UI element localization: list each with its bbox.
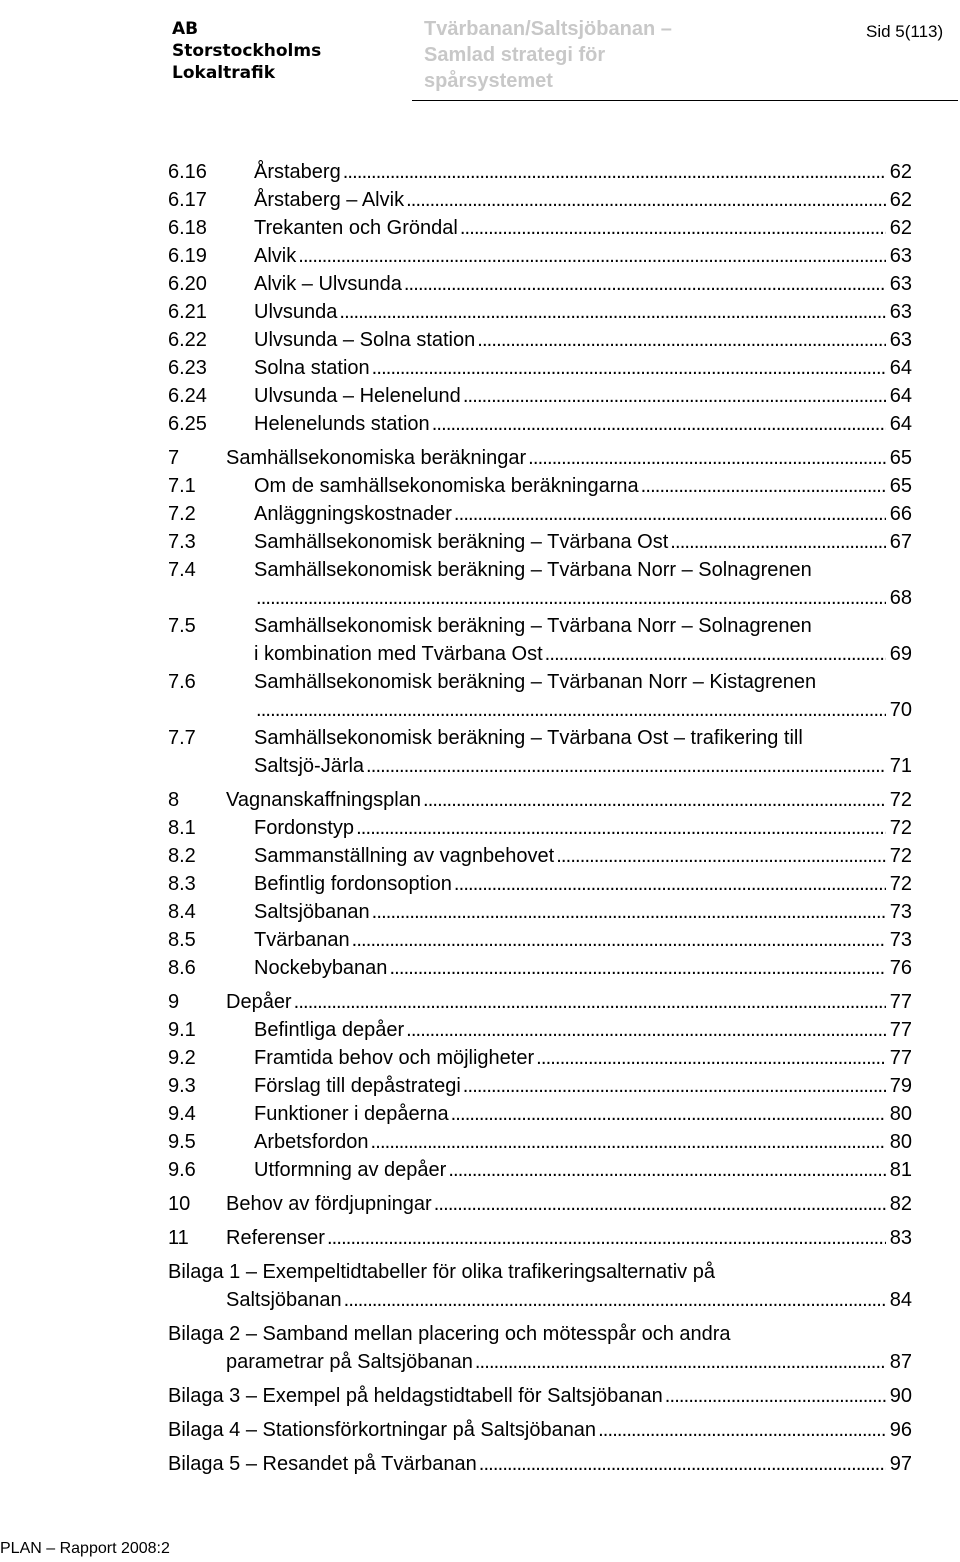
toc-entry[interactable] — [168, 354, 912, 382]
footer-report-id: PLAN – Rapport 2008:2 — [0, 1540, 170, 1557]
toc-leader-dots — [371, 1128, 886, 1156]
toc-page-number: 64 — [889, 385, 912, 407]
toc-page-number: 63 — [889, 301, 912, 323]
toc-entry-number: 9 — [168, 991, 180, 1013]
toc-entry-body — [254, 1100, 912, 1128]
toc-entry-title: Samhällsekonomisk beräkning – Tvärbana Norr – Solnagrenen — [254, 559, 812, 581]
toc-entry-body — [254, 1128, 912, 1156]
toc-entry[interactable] — [168, 954, 912, 982]
toc-entry-number: 6.23 — [168, 357, 207, 379]
toc-entry[interactable] — [168, 1320, 912, 1376]
toc-entry-body — [226, 786, 912, 814]
toc-page-number: 81 — [889, 1159, 912, 1181]
toc-entry-body — [226, 1190, 912, 1218]
toc-leader-dots — [556, 842, 886, 870]
toc-entry[interactable] — [168, 926, 912, 954]
toc-entry-title: Samhällsekonomisk beräkning – Tvärbana Ost — [254, 528, 670, 556]
toc-entry-body — [254, 500, 912, 528]
toc-page-number: 69 — [889, 643, 912, 665]
toc-entry-number: 10 — [168, 1193, 191, 1215]
toc-page-number: 97 — [889, 1453, 912, 1475]
toc-entry[interactable] — [168, 1258, 912, 1314]
toc-entry-line — [254, 158, 912, 186]
toc-entry-body — [254, 528, 912, 556]
toc-leader-dots — [432, 410, 886, 438]
toc-entry-title: Trekanten och Gröndal — [254, 214, 460, 242]
toc-entry-number: Bilaga 1 – Exempeltidtabeller för olika trafikeringsalternativ på — [168, 1261, 715, 1283]
toc-leader-dots — [327, 1224, 886, 1252]
toc-entry-line — [254, 270, 912, 298]
toc-entry-body — [254, 898, 912, 926]
toc-page-number: 77 — [889, 991, 912, 1013]
toc-page-number: 63 — [889, 245, 912, 267]
toc-entry-title: Alvik — [254, 242, 298, 270]
toc-leader-dots — [670, 528, 885, 556]
toc-entry-number: 7.7 — [168, 727, 196, 749]
toc-page-number: 90 — [889, 1385, 912, 1407]
toc-entry-line — [226, 988, 912, 1016]
org-line-1: AB — [172, 19, 199, 39]
toc-entry-number: 8.3 — [168, 873, 196, 895]
toc-leader-dots — [406, 1016, 886, 1044]
toc-entry[interactable] — [168, 270, 912, 298]
toc-entry[interactable] — [168, 1190, 912, 1218]
toc-entry-body — [226, 1348, 912, 1376]
toc-entry-title: Behov av fördjupningar — [226, 1190, 434, 1218]
toc-entry-line — [254, 752, 912, 780]
toc-entry[interactable] — [168, 158, 912, 186]
toc-leader-dots — [344, 1286, 886, 1314]
toc-entry-number: 8.2 — [168, 845, 196, 867]
toc-entry[interactable] — [168, 410, 912, 438]
toc-entry-line — [254, 724, 912, 752]
toc-entry-body — [226, 444, 912, 472]
header-divider — [412, 100, 958, 101]
toc-page-number: 84 — [889, 1289, 912, 1311]
toc-entry-number: 8 — [168, 789, 180, 811]
toc-entry-number: 6.17 — [168, 189, 207, 211]
toc-entry-title: Ulvsunda – Helenelund — [254, 382, 463, 410]
toc-entry-body — [254, 382, 912, 410]
toc-entry-body — [254, 556, 912, 612]
toc-page-number: 71 — [889, 755, 912, 777]
toc-leader-dots — [339, 298, 885, 326]
toc-entry-body — [254, 270, 912, 298]
toc-entry-title: Förslag till depåstrategi — [254, 1072, 463, 1100]
toc-entry-number: 7 — [168, 447, 180, 469]
toc-leader-dots — [434, 1190, 886, 1218]
toc-entry-title: Samhällsekonomiska beräkningar — [226, 444, 528, 472]
toc-entry-number: 11 — [168, 1227, 189, 1249]
toc-page-number: 77 — [889, 1047, 912, 1069]
toc-entry-line — [254, 898, 912, 926]
toc-leader-dots — [454, 870, 886, 898]
toc-entry-number: 6.22 — [168, 329, 207, 351]
toc-entry-line — [226, 1224, 912, 1252]
toc-page-number: 67 — [889, 531, 912, 553]
toc-leader-dots — [294, 988, 886, 1016]
toc-entry-body — [254, 214, 912, 242]
toc-entry[interactable] — [168, 326, 912, 354]
toc-leader-dots — [372, 354, 886, 382]
toc-entry-line — [254, 1072, 912, 1100]
toc-leader-dots — [404, 270, 886, 298]
toc-entry[interactable] — [168, 668, 912, 724]
toc-entry-number: Bilaga 3 – Exempel på heldagstidtabell för Saltsjöbanan — [168, 1382, 665, 1410]
toc-entry-line — [254, 1128, 912, 1156]
toc-entry-line — [254, 668, 912, 696]
toc-entry-body — [254, 1016, 912, 1044]
toc-entry-title: Utformning av depåer — [254, 1156, 448, 1184]
toc-entry-number: Bilaga 4 – Stationsförkortningar på Saltsjöbanan — [168, 1416, 598, 1444]
toc-entry-line — [254, 954, 912, 982]
toc-entry-body — [254, 870, 912, 898]
toc-entry-title: Alvik – Ulvsunda — [254, 270, 404, 298]
toc-leader-dots — [256, 584, 886, 612]
toc-entry-number: 8.5 — [168, 929, 196, 951]
toc-entry-title: Arbetsfordon — [254, 1128, 371, 1156]
toc-page-number: 76 — [889, 957, 912, 979]
toc-page-number: 72 — [889, 873, 912, 895]
toc-leader-dots — [451, 1100, 886, 1128]
toc-entry-title: Befintlig fordonsoption — [254, 870, 454, 898]
organization-name — [172, 18, 321, 84]
toc-entry[interactable] — [168, 472, 912, 500]
toc-entry-title: Referenser — [226, 1224, 327, 1252]
toc-entry-body — [226, 1224, 912, 1252]
toc-leader-dots — [356, 814, 886, 842]
table-of-contents — [168, 158, 912, 1478]
toc-leader-dots — [463, 1072, 886, 1100]
toc-page-number: 65 — [889, 475, 912, 497]
toc-entry[interactable] — [168, 1382, 912, 1410]
toc-entry-line — [254, 1044, 912, 1072]
doc-title-line-2: Samlad strategi för — [424, 44, 606, 66]
toc-page-number: 96 — [889, 1419, 912, 1441]
toc-page-number: 80 — [889, 1131, 912, 1153]
toc-entry-line — [254, 472, 912, 500]
toc-entry-title: Nockebybanan — [254, 954, 389, 982]
toc-entry-body — [254, 668, 912, 724]
toc-leader-dots — [665, 1382, 886, 1410]
toc-leader-dots — [463, 382, 886, 410]
toc-entry-body — [254, 954, 912, 982]
toc-entry[interactable] — [168, 842, 912, 870]
toc-leader-dots — [454, 500, 886, 528]
toc-leader-dots — [641, 472, 886, 500]
toc-page-number: 87 — [889, 1351, 912, 1373]
toc-page-number: 65 — [889, 447, 912, 469]
toc-leader-dots — [352, 926, 886, 954]
toc-page-number: 72 — [889, 789, 912, 811]
toc-entry-number: 9.5 — [168, 1131, 196, 1153]
toc-entry-number: 8.1 — [168, 817, 196, 839]
toc-page-number: 62 — [889, 189, 912, 211]
toc-entry-title: Ulvsunda — [254, 298, 339, 326]
toc-entry-line — [254, 842, 912, 870]
toc-entry-title: Fordonstyp — [254, 814, 356, 842]
toc-entry-number: 6.25 — [168, 413, 207, 435]
toc-entry-number: 8.6 — [168, 957, 196, 979]
document-title — [424, 16, 672, 94]
toc-entry-line — [254, 354, 912, 382]
toc-entry-line — [254, 696, 912, 724]
toc-leader-dots — [448, 1156, 885, 1184]
toc-leader-dots — [298, 242, 886, 270]
toc-entry-title: Befintliga depåer — [254, 1016, 406, 1044]
toc-entry-line — [254, 298, 912, 326]
toc-entry-line — [226, 786, 912, 814]
toc-entry-body — [254, 472, 912, 500]
toc-entry-number: 7.5 — [168, 615, 196, 637]
toc-entry-line — [254, 870, 912, 898]
toc-entry-title: Saltsjöbanan — [226, 1286, 344, 1314]
toc-leader-dots — [343, 158, 886, 186]
org-line-2: Storstockholms — [172, 41, 322, 61]
toc-leader-dots — [372, 898, 886, 926]
toc-page-number: 73 — [889, 929, 912, 951]
page-number: Sid 5(113) — [866, 22, 944, 41]
toc-leader-dots — [423, 786, 886, 814]
toc-entry[interactable] — [168, 1044, 912, 1072]
toc-page-number: 82 — [889, 1193, 912, 1215]
toc-entry-line — [254, 926, 912, 954]
toc-page-number: 83 — [889, 1227, 912, 1249]
toc-entry-number: 6.18 — [168, 217, 207, 239]
toc-entry[interactable] — [168, 500, 912, 528]
toc-entry-number: 8.4 — [168, 901, 196, 923]
toc-page-number: 64 — [889, 413, 912, 435]
toc-entry-title: Framtida behov och möjligheter — [254, 1044, 536, 1072]
toc-entry-title: Årstaberg — [254, 158, 343, 186]
toc-entry-number: 6.19 — [168, 245, 207, 267]
toc-entry[interactable] — [168, 612, 912, 668]
toc-entry-body — [226, 988, 912, 1016]
toc-entry-line — [254, 500, 912, 528]
toc-page-number: 73 — [889, 901, 912, 923]
toc-page-number: 68 — [889, 587, 912, 609]
toc-entry-line — [226, 1190, 912, 1218]
toc-entry-line — [254, 1100, 912, 1128]
toc-entry-title: Vagnanskaffningsplan — [226, 786, 423, 814]
toc-entry-title: Sammanställning av vagnbehovet — [254, 842, 556, 870]
toc-leader-dots — [598, 1416, 886, 1444]
toc-entry-body — [254, 410, 912, 438]
toc-entry-body — [254, 814, 912, 842]
toc-entry[interactable] — [168, 382, 912, 410]
toc-leader-dots — [475, 1348, 886, 1376]
toc-entry-number: 6.21 — [168, 301, 207, 323]
toc-entry[interactable] — [168, 1072, 912, 1100]
toc-entry-line — [254, 1016, 912, 1044]
toc-entry-title: Samhällsekonomisk beräkning – Tvärbana Norr – Solnagrenen — [254, 615, 812, 637]
toc-entry-title: i kombination med Tvärbana Ost — [254, 640, 545, 668]
toc-entry[interactable] — [168, 214, 912, 242]
toc-page-number: 64 — [889, 357, 912, 379]
toc-leader-dots — [366, 752, 886, 780]
toc-entry[interactable] — [168, 724, 912, 780]
toc-entry-title: Anläggningskostnader — [254, 500, 454, 528]
toc-entry-line — [168, 1416, 912, 1444]
toc-entry-number: 7.1 — [168, 475, 196, 497]
toc-page-number: 63 — [889, 329, 912, 351]
toc-entry-line — [254, 242, 912, 270]
toc-leader-dots — [536, 1044, 886, 1072]
toc-page-number: 72 — [889, 845, 912, 867]
toc-entry[interactable] — [168, 242, 912, 270]
toc-entry-body — [254, 242, 912, 270]
toc-leader-dots — [389, 954, 885, 982]
toc-entry-title: Helenelunds station — [254, 410, 432, 438]
toc-entry-title: Saltsjöbanan — [254, 898, 372, 926]
toc-leader-dots — [479, 1450, 886, 1478]
toc-entry-line — [254, 612, 912, 640]
toc-leader-dots — [460, 214, 886, 242]
toc-entry-number: Bilaga 5 – Resandet på Tvärbanan — [168, 1450, 479, 1478]
toc-leader-dots — [528, 444, 886, 472]
toc-page-number: 72 — [889, 817, 912, 839]
toc-entry-line — [254, 214, 912, 242]
toc-entry-line — [254, 640, 912, 668]
toc-page-number: 63 — [889, 273, 912, 295]
toc-page-number: 70 — [889, 699, 912, 721]
toc-entry-number: 6.20 — [168, 273, 207, 295]
toc-entry[interactable] — [168, 870, 912, 898]
toc-entry-line — [254, 382, 912, 410]
toc-entry-body — [254, 186, 912, 214]
toc-entry-body — [254, 1072, 912, 1100]
toc-entry-number: 7.4 — [168, 559, 196, 581]
toc-page-number: 79 — [889, 1075, 912, 1097]
toc-page-number: 66 — [889, 503, 912, 525]
toc-leader-dots — [545, 640, 886, 668]
toc-page-number: 80 — [889, 1103, 912, 1125]
toc-entry[interactable] — [168, 186, 912, 214]
toc-entry-title: Depåer — [226, 988, 294, 1016]
toc-entry-title: Tvärbanan — [254, 926, 352, 954]
toc-entry-title: Saltsjö-Järla — [254, 752, 366, 780]
toc-entry-line — [254, 584, 912, 612]
toc-entry-number: 9.1 — [168, 1019, 196, 1041]
toc-entry-body — [226, 1286, 912, 1314]
toc-entry-line — [168, 1450, 912, 1478]
toc-entry-body — [254, 354, 912, 382]
toc-entry-body — [254, 1156, 912, 1184]
toc-entry-line — [254, 326, 912, 354]
doc-title-line-3: spårsystemet — [424, 70, 553, 92]
toc-entry-body — [254, 724, 912, 780]
toc-entry[interactable] — [168, 1100, 912, 1128]
toc-entry-title: Funktioner i depåerna — [254, 1100, 451, 1128]
toc-entry-number: 6.16 — [168, 161, 207, 183]
toc-entry[interactable] — [168, 786, 912, 814]
org-line-3: Lokaltrafik — [172, 63, 276, 83]
toc-entry-title: Samhällsekonomisk beräkning – Tvärbana Ost – trafikering till — [254, 727, 803, 749]
toc-entry-number: Bilaga 2 – Samband mellan placering och mötesspår och andra — [168, 1323, 731, 1345]
toc-entry-body — [254, 1044, 912, 1072]
toc-entry-title: Solna station — [254, 354, 372, 382]
toc-entry-body — [254, 842, 912, 870]
toc-entry-body — [254, 926, 912, 954]
toc-entry[interactable] — [168, 1156, 912, 1184]
toc-entry-title: Samhällsekonomisk beräkning – Tvärbanan Norr – Kistagrenen — [254, 671, 817, 693]
toc-entry-number: 7.3 — [168, 531, 196, 553]
toc-entry[interactable] — [168, 988, 912, 1016]
toc-page-number: 62 — [889, 161, 912, 183]
toc-entry[interactable] — [168, 528, 912, 556]
toc-entry-number: 9.6 — [168, 1159, 196, 1181]
toc-entry-line — [254, 1156, 912, 1184]
toc-entry-title: Årstaberg – Alvik — [254, 186, 406, 214]
toc-leader-dots — [406, 186, 886, 214]
toc-entry-number: 7.2 — [168, 503, 196, 525]
toc-entry[interactable] — [168, 814, 912, 842]
toc-entry-line — [168, 1382, 912, 1410]
toc-entry[interactable] — [168, 298, 912, 326]
toc-entry-body — [254, 158, 912, 186]
toc-entry-title: Ulvsunda – Solna station — [254, 326, 477, 354]
toc-entry-line — [226, 444, 912, 472]
toc-entry[interactable] — [168, 1416, 912, 1444]
toc-entry-body — [254, 298, 912, 326]
toc-entry[interactable] — [168, 898, 912, 926]
toc-entry[interactable] — [168, 556, 912, 612]
toc-entry-body — [254, 326, 912, 354]
toc-page-number: 62 — [889, 217, 912, 239]
toc-page-number: 77 — [889, 1019, 912, 1041]
toc-entry-line — [226, 1348, 912, 1376]
toc-entry-title: Om de samhällsekonomiska beräkningarna — [254, 472, 641, 500]
toc-entry-line — [254, 814, 912, 842]
toc-leader-dots — [256, 696, 886, 724]
toc-entry-body — [254, 612, 912, 668]
toc-entry-number: 7.6 — [168, 671, 196, 693]
toc-entry-line — [254, 556, 912, 584]
toc-entry-title: parametrar på Saltsjöbanan — [226, 1348, 475, 1376]
toc-entry-number: 9.3 — [168, 1075, 196, 1097]
toc-entry-number: 9.2 — [168, 1047, 196, 1069]
toc-entry-line — [254, 528, 912, 556]
toc-entry-number: 6.24 — [168, 385, 207, 407]
toc-entry[interactable] — [168, 1224, 912, 1252]
toc-entry[interactable] — [168, 1016, 912, 1044]
toc-leader-dots — [477, 326, 886, 354]
doc-title-line-1: Tvärbanan/Saltsjöbanan – — [424, 18, 672, 40]
toc-entry[interactable] — [168, 1128, 912, 1156]
toc-entry-line — [254, 410, 912, 438]
toc-entry[interactable] — [168, 1450, 912, 1478]
toc-entry-line — [254, 186, 912, 214]
toc-entry[interactable] — [168, 444, 912, 472]
toc-entry-number: 9.4 — [168, 1103, 196, 1125]
toc-entry-line — [226, 1286, 912, 1314]
